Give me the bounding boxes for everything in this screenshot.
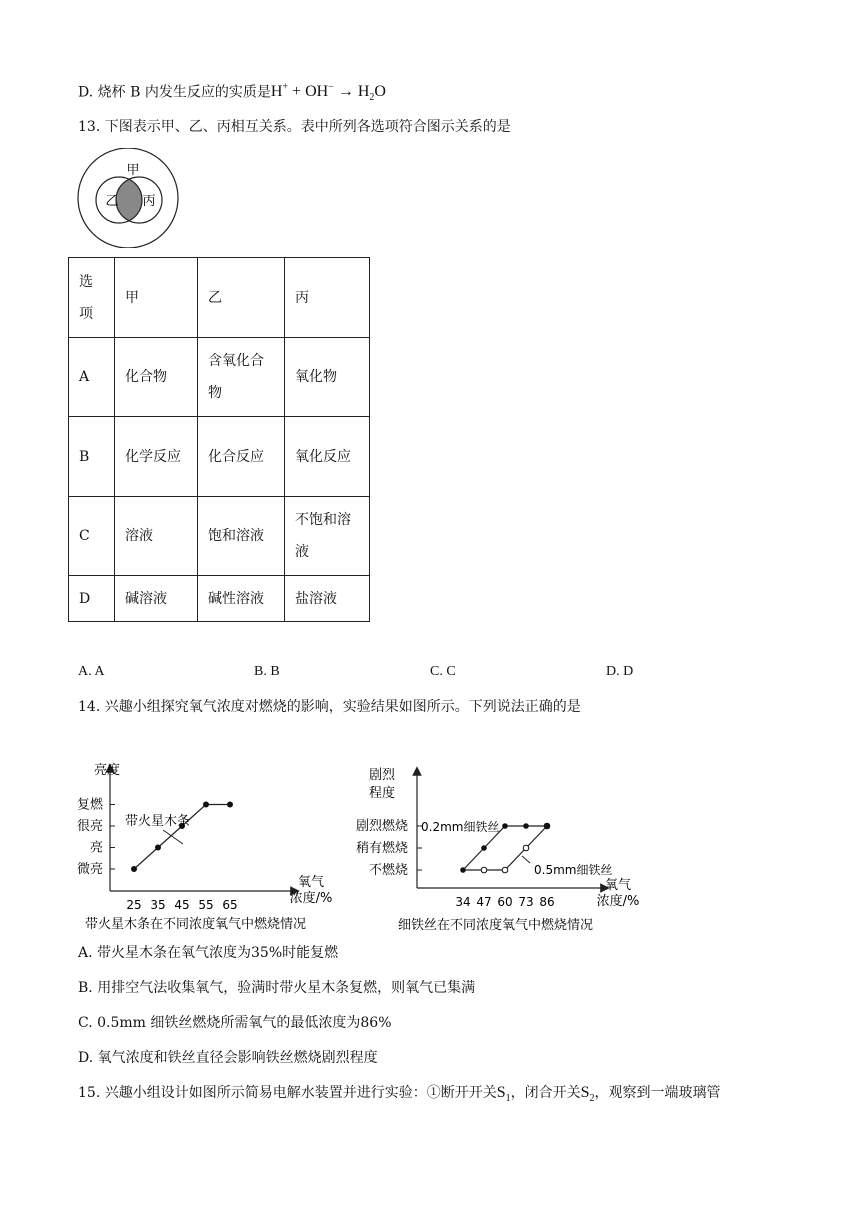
table-cell: 氧化物 [285,338,370,417]
y-tick-label: 很亮 [76,819,103,834]
x-tick-label: 34 [455,895,471,909]
data-point-filled [523,823,529,829]
x-tick-label: 73 [518,895,534,909]
table-cell: 盐溶液 [285,576,370,622]
answer-a: A. A [78,664,105,679]
data-point-open [523,845,529,851]
series-label: 带火星木条 [125,814,191,829]
x-tick-label: 45 [174,898,190,912]
header-cell: 甲 [115,258,198,338]
data-point-filled [460,867,466,873]
q13-stem: 13. 下图表示甲、乙、丙相互关系。表中所列各选项符合图示关系的是 [78,119,511,135]
q12-option-d [78,78,386,109]
table-row [69,576,370,622]
table-cell: 化学反应 [115,417,198,497]
x-tick-label: 35 [150,898,166,912]
table-cell: A [69,338,115,417]
header-cell: 丙 [285,258,370,338]
chart1-title: 带火星木条在不同浓度氧气中燃烧情况 [85,917,307,932]
table-cell: D [69,576,115,622]
table-header-row [69,258,370,338]
data-point-filled [544,823,550,829]
table-cell: 饱和溶液 [198,497,285,576]
chart1-xlabel-line2: 浓度/% [289,891,333,906]
venn-label-right: 丙 [142,194,156,209]
q15-stem: 15. 兴趣小组设计如图所示简易电解水装置并进行实验：①断开开关$S_1$，闭合开关$S_2$，观察到一端玻璃管 [78,1084,721,1105]
label-leader [522,856,530,863]
table-cell: 溶液 [115,497,198,576]
table-row [69,497,370,576]
x-tick-label: 60 [497,895,513,909]
venn-label-outer: 甲 [126,163,140,178]
data-point-open [502,867,508,873]
table-cell: 化合物 [115,338,198,417]
chart-iron-wire [330,765,650,937]
data-point [203,802,209,808]
chart2-title: 细铁丝在不同浓度氧气中燃烧情况 [398,918,594,933]
chart2-ylabel-line1: 剧烈 [368,768,396,783]
data-point [155,845,161,851]
table-cell: 碱性溶液 [198,576,285,622]
x-tick-label: 55 [198,898,214,912]
label-leader [163,830,183,844]
x-tick-label: 86 [539,895,555,909]
data-point-open [481,867,487,873]
chart1-ylabel: 亮度 [93,763,121,778]
table-cell: 化合反应 [198,417,285,497]
chart2-xlabel-line2: 浓度/% [596,894,640,909]
table-cell: 不饱和溶液 [285,497,370,576]
x-tick-label: 47 [476,895,492,909]
table-cell: C [69,497,115,576]
ion-equation: $H^+ + OH^- \to H_2O$ [270,82,386,104]
q14-option-a: A. 带火星木条在氧气浓度为35%时能复燃 [78,945,339,961]
table-row [69,338,370,417]
chart-splint [75,756,345,936]
answer-c: C. C [430,664,456,679]
q14-option-b: B. 用排空气法收集氧气，验满时带火星木条复燃，则氧气已集满 [78,980,476,996]
table-cell: 含氧化合物 [198,338,285,417]
x-tick-label: 65 [222,898,238,912]
table-cell: 氧化反应 [285,417,370,497]
series-label: 0.5mm细铁丝 [534,863,613,877]
y-tick-label: 不燃烧 [368,863,408,878]
chart2-ylabel-line2: 程度 [368,786,396,801]
venn-diagram [75,148,183,248]
q12-option-d-text: D. 烧杯 B 内发生反应的实质是 [78,84,271,101]
table-cell: 碱溶液 [115,576,198,622]
data-point-filled [481,845,487,851]
header-cell: 乙 [198,258,285,338]
y-tick-label: 亮 [89,840,103,856]
q14-option-c: C. 0.5mm 细铁丝燃烧所需氧气的最低浓度为86% [78,1015,392,1031]
series-label: 0.2mm细铁丝 [421,820,500,834]
y-tick-label: 剧烈燃烧 [355,819,408,834]
q14-stem: 14. 兴趣小组探究氧气浓度对燃烧的影响，实验结果如图所示。下列说法正确的是 [78,699,581,715]
venn-label-left: 乙 [105,194,119,209]
data-point [227,802,233,808]
x-tick-label: 25 [126,898,142,912]
answer-d: D. D [606,664,634,679]
table-cell: B [69,417,115,497]
options-table [68,257,370,622]
data-point [131,866,137,872]
data-point-filled [502,823,508,829]
chart2-xlabel-line1: 氧气 [604,878,632,893]
answer-b: B. B [254,664,280,679]
chart1-xlabel-line1: 氧气 [297,875,325,890]
y-tick-label: 复燃 [76,797,103,813]
y-tick-label: 微亮 [76,862,103,877]
table-row [69,417,370,497]
q14-option-d: D. 氧气浓度和铁丝直径会影响铁丝燃烧剧烈程度 [78,1050,378,1066]
y-tick-label: 稍有燃烧 [355,841,408,856]
header-cell: 选项 [69,258,115,338]
